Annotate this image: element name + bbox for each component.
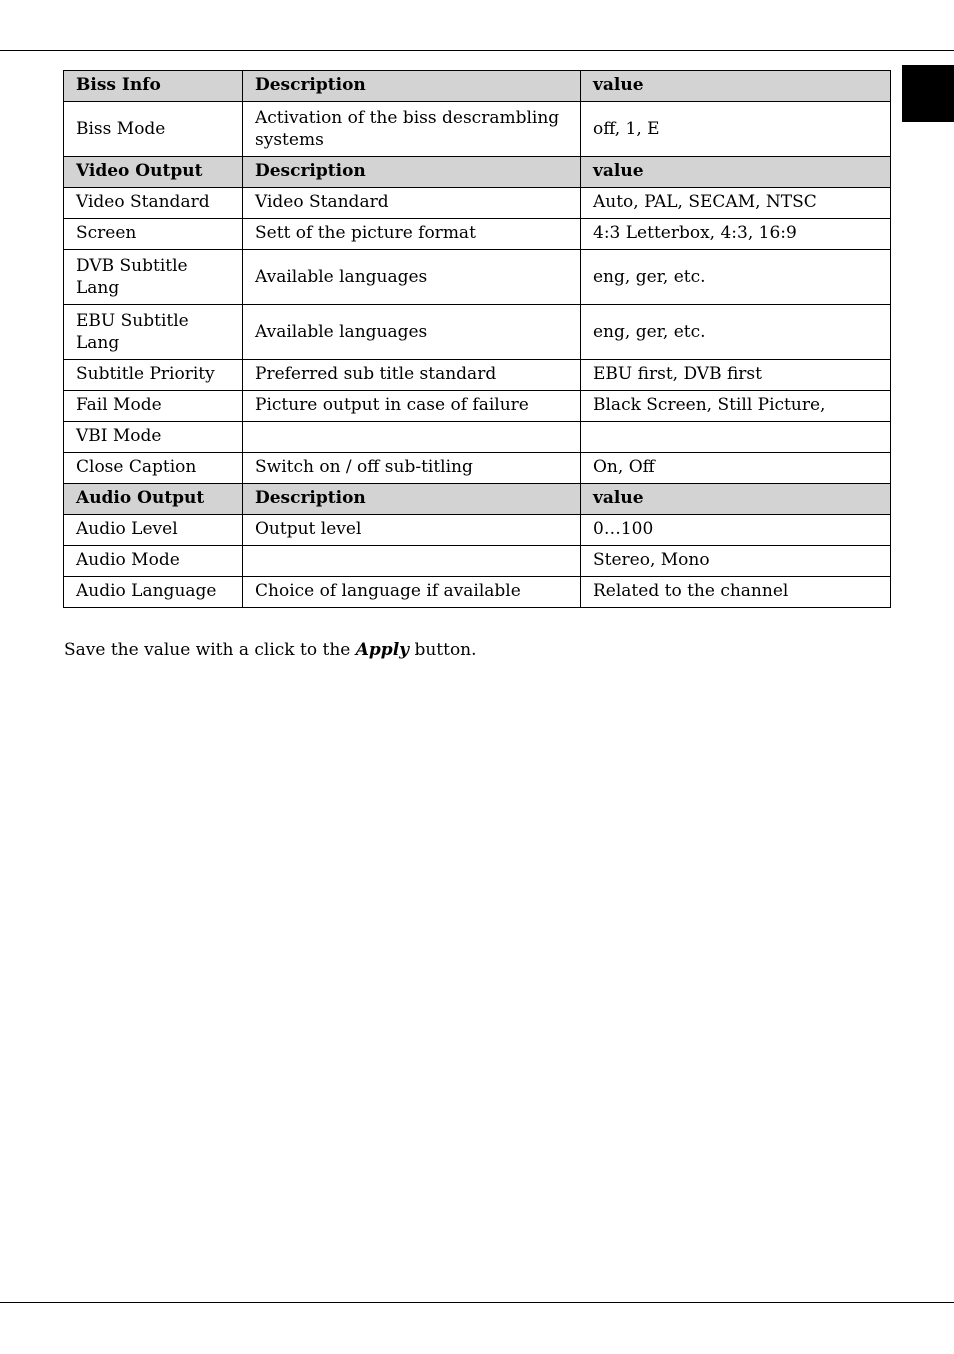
table-row: [64, 546, 891, 577]
setting-name: Audio Language: [64, 577, 243, 608]
table-row: [64, 515, 891, 546]
setting-values: Related to the channel: [581, 577, 891, 608]
header-rule: [0, 50, 954, 51]
table-header-cell: Audio Output: [64, 484, 243, 515]
table-row: [64, 422, 891, 453]
setting-description: Available languages: [243, 305, 581, 360]
setting-description: Preferred sub title standard: [243, 360, 581, 391]
table-row: [64, 219, 891, 250]
section-header-video: [64, 157, 891, 188]
setting-name: EBU Subtitle Lang: [64, 305, 243, 360]
setting-values: EBU first, DVB first: [581, 360, 891, 391]
setting-name: Close Caption: [64, 453, 243, 484]
table-header-cell: value: [581, 484, 891, 515]
setting-values: 4:3 Letterbox, 4:3, 16:9: [581, 219, 891, 250]
setting-name: Biss Mode: [64, 102, 243, 157]
setting-description: Output level: [243, 515, 581, 546]
setting-name: Audio Level: [64, 515, 243, 546]
setting-name: DVB Subtitle Lang: [64, 250, 243, 305]
settings-table: [63, 70, 891, 608]
table-row: [64, 453, 891, 484]
table-header-cell: value: [581, 157, 891, 188]
setting-values: off, 1, E: [581, 102, 891, 157]
apply-button-name: Apply: [355, 640, 410, 660]
setting-name: Video Standard: [64, 188, 243, 219]
table-header-cell: Description: [243, 71, 581, 102]
footer-rule: [0, 1302, 954, 1303]
chapter-tab-marker: [902, 65, 954, 122]
table-header-cell: Video Output: [64, 157, 243, 188]
table-header-cell: Description: [243, 157, 581, 188]
table-row: [64, 102, 891, 157]
setting-description: Switch on / off sub-titling: [243, 453, 581, 484]
table-row: [64, 188, 891, 219]
setting-values: eng, ger, etc.: [581, 250, 891, 305]
setting-name: Screen: [64, 219, 243, 250]
setting-description: [243, 546, 581, 577]
setting-values: eng, ger, etc.: [581, 305, 891, 360]
setting-description: Sett of the picture format: [243, 219, 581, 250]
save-instruction: [64, 638, 477, 662]
setting-name: Fail Mode: [64, 391, 243, 422]
setting-values: [581, 422, 891, 453]
table-row: [64, 391, 891, 422]
section-header-biss: [64, 71, 891, 102]
setting-name: Audio Mode: [64, 546, 243, 577]
setting-values: Auto, PAL, SECAM, NTSC: [581, 188, 891, 219]
table-row: [64, 577, 891, 608]
setting-values: Stereo, Mono: [581, 546, 891, 577]
note-text-after: button.: [409, 640, 477, 660]
setting-description: [243, 422, 581, 453]
table-row: [64, 305, 891, 360]
setting-name: Subtitle Priority: [64, 360, 243, 391]
setting-description: Choice of language if available: [243, 577, 581, 608]
table-row: [64, 250, 891, 305]
table-header-cell: Biss Info: [64, 71, 243, 102]
setting-name: VBI Mode: [64, 422, 243, 453]
setting-description: Picture output in case of failure: [243, 391, 581, 422]
setting-description: Available languages: [243, 250, 581, 305]
table-header-cell: Description: [243, 484, 581, 515]
table-row: [64, 360, 891, 391]
setting-values: On, Off: [581, 453, 891, 484]
note-text-before: Save the value with a click to the: [64, 640, 356, 660]
table-header-cell: value: [581, 71, 891, 102]
section-header-audio: [64, 484, 891, 515]
setting-description: Video Standard: [243, 188, 581, 219]
setting-values: Black Screen, Still Picture,: [581, 391, 891, 422]
setting-values: 0…100: [581, 515, 891, 546]
setting-description: Activation of the biss descrambling systems: [243, 102, 581, 157]
